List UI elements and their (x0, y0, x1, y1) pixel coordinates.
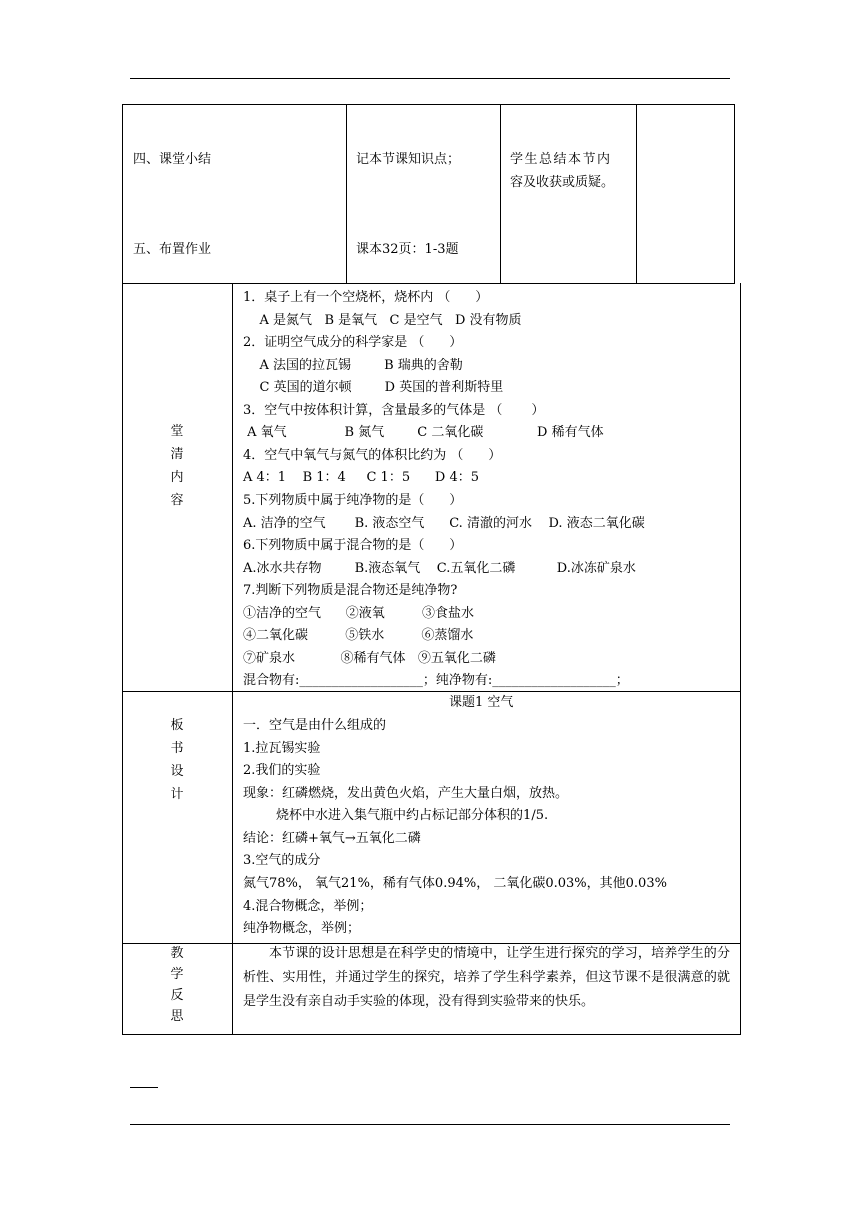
question-line: 7.判断下列物质是混合物还是纯净物? (243, 583, 458, 598)
summary-teacher-activity: 记本节课知识点； (356, 152, 461, 167)
reflection-text: 本节课的设计思想是在科学史的情境中，让学生进行探究的学习，培养学生的分析性、实用性，并通过学生的探究，培养了学生科学素养，但这节课不是很满意的就是学生没有亲自动手实验的体现，没有得到实验带来的快乐。 (243, 946, 730, 1009)
homework-step: 五、布置作业 (133, 242, 212, 257)
question-line: 2．证明空气成分的科学家是 （ ） (243, 335, 463, 350)
question-line: A. 洁净的空气 B. 液态空气 C. 清澈的河水 D. 液态二氧化碳 (243, 516, 645, 531)
question-line: A 是氮气 B 是氧气 C 是空气 D 没有物质 (243, 313, 522, 328)
board-line: 纯净物概念，举例； (243, 921, 361, 936)
question-line: A 氧气 B 氮气 C 二氧化碳 D 稀有气体 (243, 425, 604, 440)
student-activity-line-2: 容及收获或质疑。 (510, 175, 615, 190)
board-line: 一．空气是由什么组成的 (243, 718, 387, 733)
board-title: 课题1 空气 (449, 695, 514, 710)
board-line: 3.空气的成分 (243, 853, 321, 868)
question-line: 1．桌子上有一个空烧杯，烧杯内 （ ） (243, 290, 489, 305)
board-line: 现象：红磷燃烧，发出黄色火焰，产生大量白烟，放热。 (243, 786, 569, 801)
question-line: 5.下列物质中属于纯净物的是（ ） (243, 493, 463, 508)
question-line: ⑦矿泉水 ⑧稀有气体 ⑨五氧化二磷 (243, 651, 496, 666)
reflection-label: 教 学 反 思 (170, 946, 184, 1024)
board-label: 板 书 设 计 (170, 718, 184, 802)
board-line: 1.拉瓦锡实验 (243, 741, 321, 756)
question-line: C 英国的道尔顿 D 英国的普利斯特里 (243, 380, 504, 395)
footer-rule (130, 1124, 730, 1125)
question-line: ①洁净的空气 ②液氧 ③食盐水 (243, 606, 474, 621)
question-line: A 法国的拉瓦锡 B 瑞典的舍勒 (243, 358, 463, 373)
question-line: 6.下列物质中属于混合物的是（ ） (243, 538, 463, 553)
board-line: 结论：红磷+氧气→五氧化二磷 (243, 831, 421, 846)
board-line: 2.我们的实验 (243, 763, 321, 778)
student-activity-line-1: 学生总结本节内 (510, 152, 612, 167)
practice-label: 堂 清 内 容 (170, 424, 184, 508)
footnote-rule (130, 1087, 158, 1088)
board-line: 4.混合物概念，举例； (243, 899, 373, 914)
answer-blanks-line: 混合物有:___________________；纯净物有:___________________； (243, 673, 629, 688)
homework-content: 课本32页：1-3题 (356, 242, 459, 257)
question-line: 4．空气中氧气与氮气的体积比约为 （ ） (243, 448, 502, 463)
board-line: 烧杯中水进入集气瓶中约占标记部分体积的1/5. (243, 808, 549, 823)
question-line: ④二氧化碳 ⑤铁水 ⑥蒸馏水 (243, 628, 474, 643)
question-line: A.冰水共存物 B.液态氧气 C.五氧化二磷 D.冰冻矿泉水 (243, 561, 636, 576)
question-line: A 4：1 B 1：4 C 1：5 D 4：5 (243, 470, 479, 485)
summary-step: 四、课堂小结 (133, 152, 212, 167)
header-rule (130, 78, 730, 79)
question-line: 3．空气中按体积计算，含量最多的气体是 （ ） (243, 403, 545, 418)
board-line: 氮气78%， 氧气21%，稀有气体0.94%， 二氧化碳0.03%，其他0.03% (243, 876, 667, 891)
